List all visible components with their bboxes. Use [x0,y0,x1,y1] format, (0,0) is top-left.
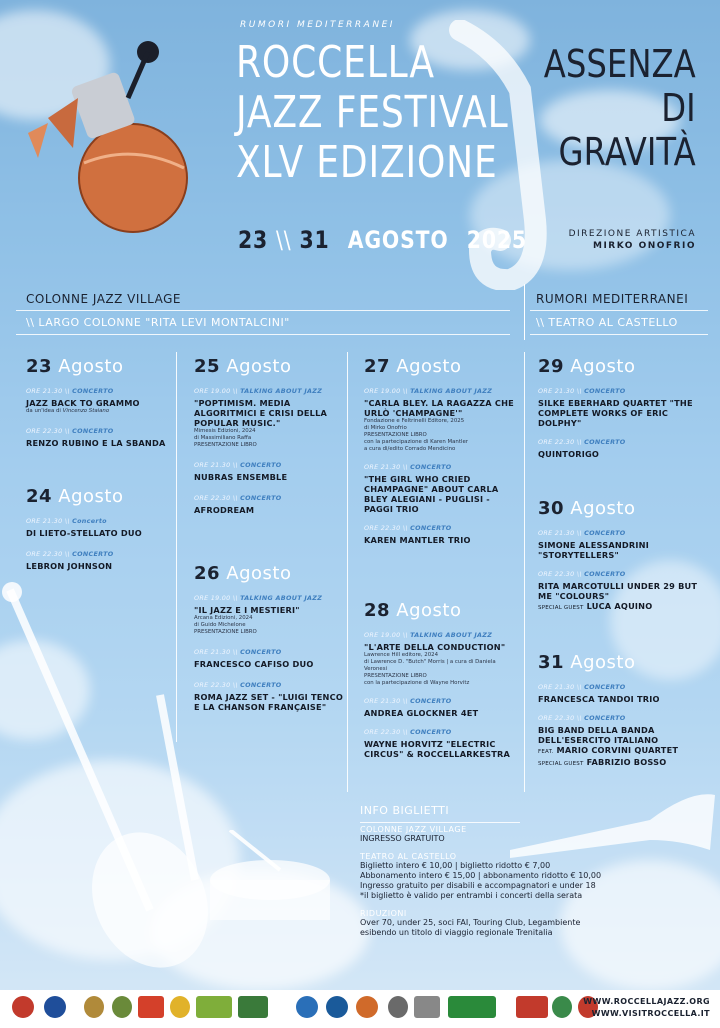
day-month: Agosto [570,498,636,519]
logo-icon [414,996,440,1018]
date-month: AGOSTO [347,226,449,254]
day-month: Agosto [570,652,636,673]
day-25: 25 Agosto ORE 19.00 \\ TALKING ABOUT JAZZ "POPTIMISM. MEDIA ALGORITMICI E CRISI DELLA POPULAR MUSIC." Mimesis Edizioni, 2024 di Massimiliano Raffa PRESENTAZIONE LIBRO ORE 21.30 \\ CONCERTO NUBRAS ENSEMBLE ORE 22.30 \\ CONCERTO AFRODREAM [194,356,344,515]
ticket-venue-1: COLONNE JAZZ VILLAGE [360,825,467,834]
logo-icon [112,996,132,1018]
direction-label: DIREZIONE ARTISTICA [568,229,696,239]
logo-icon [296,996,318,1018]
event-title: SILKE EBERHARD QUARTET "THE COMPLETE WORKS OF ERIC DOLPHY" [538,398,693,428]
event-kind: Concerto [72,517,107,525]
venue-right-name: RUMORI MEDITERRANEI [536,292,689,306]
ticket-venue-1-text: INGRESSO GRATUITO [360,834,445,843]
event-format: PRESENTAZIONE LIBRO [194,629,257,635]
divider [524,284,525,340]
event-title: "L'ARTE DELLA CONDUCTION" [364,642,506,652]
event-title: DI LIETO-STELLATO DUO [26,528,142,538]
event-kind: CONCERTO [240,494,282,502]
divider [524,352,525,792]
event-format: PRESENTAZIONE LIBRO [194,442,257,448]
event-time: ORE 21.30 [538,529,575,537]
event-curator: a cura di/edito Corrado Mendicino [364,446,456,452]
day-number: 31 [538,652,565,673]
event-kind: CONCERTO [584,683,626,691]
divider [530,334,708,335]
event-author: di Massimiliano Raffa [194,435,252,441]
ticket-info [360,804,714,938]
divider [347,352,348,792]
venue-right-place: \\ TEATRO AL CASTELLO [536,316,678,329]
event-kind: CONCERTO [584,529,626,537]
event-time: ORE 21.30 [538,683,575,691]
special-guest-name: LUCA AQUINO [586,601,653,611]
logo-icon [170,996,190,1018]
festival-dates [238,226,527,254]
event-time: ORE 22.30 [538,438,575,446]
event-time: ORE 21.30 [538,387,575,395]
artistic-direction [569,228,696,252]
day-number: 25 [194,356,221,377]
event-publisher: Lawrence Hill editore, 2024 [364,652,439,658]
event-title: "THE GIRL WHO CRIED CHAMPAGNE" ABOUT CARLA BLEY ALEGIANI - PUGLISI - PAGGI TRIO [364,474,499,514]
event-kind: CONCERTO [72,550,114,558]
logo-icon [12,996,34,1018]
event-title: WAYNE HORVITZ "ELECTRIC CIRCUS" & ROCCELLARKESTRA [364,739,511,759]
logo-icon [516,996,548,1018]
day-month: Agosto [58,356,124,377]
day-month: Agosto [226,563,292,584]
event-title: "IL JAZZ E I MESTIERI" [194,605,300,615]
logo-icon [138,996,164,1018]
day-30: 30 Agosto ORE 21.30 \\ CONCERTO SIMONE ALESSANDRINI "STORYTELLERS" ORE 22.30 \\ CONCERTO RITA MARCOTULLI UNDER 29 BUT ME "COLOURS" SPECIAL GUEST LUCA AQUINO [538,498,710,613]
event-author: di Guido Michelone [194,622,246,628]
event-credit-prefix: da un'idea di [26,408,61,414]
event-time: ORE 22.30 [364,728,401,736]
logo-icon [388,996,408,1018]
ticket-title: INFO BIGLIETTI [360,804,450,817]
event-kind: CONCERTO [240,681,282,689]
event-time: ORE 22.30 [26,427,63,435]
drum-icon [200,830,350,940]
day-number: 30 [538,498,565,519]
event-time: ORE 21.30 [26,387,63,395]
event-kind: TALKING ABOUT JAZZ [240,387,323,395]
ticket-venue-2: TEATRO AL CASTELLO [360,852,457,861]
event-title: NUBRAS ENSEMBLE [194,472,288,482]
logo-icon [448,996,496,1018]
website-link[interactable]: WWW.ROCCELLAJAZZ.ORG [583,997,710,1006]
day-month: Agosto [396,356,462,377]
event-title: ROMA JAZZ SET - "LUIGI TENCO E LA CHANSON FRANÇAISE" [194,692,343,712]
event-time: ORE 22.30 [538,714,575,722]
reductions-title: RIDUZIONI [360,909,407,918]
day-number: 28 [364,600,391,621]
event-title: KAREN MANTLER TRIO [364,535,471,545]
day-number: 23 [26,356,53,377]
event-kind: TALKING ABOUT JAZZ [410,631,493,639]
title-line: ROCCELLA [236,37,435,88]
divider [530,310,708,311]
event-kind: TALKING ABOUT JAZZ [240,594,323,602]
ticket-line: Biglietto intero € 10,00 | biglietto ridotto € 7,00 [360,861,551,870]
website-link[interactable]: WWW.VISITROCCELLA.IT [591,1009,710,1018]
day-number: 29 [538,356,565,377]
day-month: Agosto [58,486,124,507]
date-separator: \\ [276,226,292,254]
date-year: 2025 [466,226,527,254]
event-author: di Lawrence D. "Butch" Morris | a cura di Daniela Veronesi [364,659,496,672]
event-publisher: Arcana Edizioni, 2024 [194,615,253,621]
director-name: MIRKO ONOFRIO [592,241,696,251]
day-month: Agosto [396,600,462,621]
event-title: AFRODREAM [194,505,255,515]
venue-left-name: COLONNE JAZZ VILLAGE [26,292,181,306]
feat-name: MARIO CORVINI QUARTET [556,745,679,755]
day-month: Agosto [226,356,292,377]
venue-left-place: \\ LARGO COLONNE "RITA LEVI MONTALCINI" [26,316,290,329]
event-time: ORE 21.30 [26,517,63,525]
special-guest-name: FABRIZIO BOSSO [586,757,667,767]
event-title: ANDREA GLOCKNER 4ET [364,708,479,718]
event-kind: CONCERTO [72,387,114,395]
day-31: 31 Agosto ORE 21.30 \\ CONCERTO FRANCESCA TANDOI TRIO ORE 22.30 \\ CONCERTO BIG BAND DELLA BANDA DELL'ESERCITO ITALIANO FEAT. MARIO CORVINI QUARTET SPECIAL GUEST FABRIZIO BOSSO [538,652,710,769]
title-line: JAZZ FESTIVAL [236,87,509,138]
logo-icon [44,996,66,1018]
special-guest-label: SPECIAL GUEST [538,605,584,611]
divider [16,334,510,335]
logo-icon [196,996,232,1018]
event-kind: CONCERTO [240,648,282,656]
websites [583,996,710,1020]
event-title: "CARLA BLEY. LA RAGAZZA CHE URLÒ 'CHAMPAGNE'" [364,398,514,418]
day-month: Agosto [570,356,636,377]
event-kind: CONCERTO [410,463,452,471]
event-time: ORE 22.30 [194,494,231,502]
event-title: FRANCESCO CAFISO DUO [194,659,314,669]
event-publisher: Mimesis Edizioni, 2024 [194,428,256,434]
event-format: PRESENTAZIONE LIBRO [364,673,427,679]
date-from: 23 [238,226,269,254]
event-author: di Mirko Onofrio [364,425,407,431]
divider [16,310,510,311]
event-title: SIMONE ALESSANDRINI "STORYTELLERS" [538,540,649,560]
day-26: 26 Agosto ORE 19.00 \\ TALKING ABOUT JAZZ "IL JAZZ E I MESTIERI" Arcana Edizioni, 2024 di Guido Michelone PRESENTAZIONE LIBRO ORE 21.30 \\ CONCERTO FRANCESCO CAFISO DUO ORE 22.30 \\ CONCERTO ROMA JAZZ SET - "LUIGI TENCO E LA CHANSON FRANÇAISE" [194,563,343,712]
event-kind: CONCERTO [584,714,626,722]
event-guest: con la partecipazione di Wayne Horvitz [364,680,470,686]
day-number: 24 [26,486,53,507]
event-kind: CONCERTO [410,524,452,532]
logo-icon [238,996,268,1018]
ticket-line: Abbonamento intero € 15,00 | abbonamento ridotto € 10,00 [360,871,602,880]
event-time: ORE 21.30 [194,648,231,656]
feat-label: FEAT. [538,749,554,755]
event-title: FRANCESCA TANDOI TRIO [538,694,660,704]
event-kind: CONCERTO [584,570,626,578]
reductions-line: esibendo un titolo di viaggio regionale Trenitalia [360,928,553,937]
event-time: ORE 22.30 [194,681,231,689]
event-publisher: Fondazione e Feltrinelli Editore, 2025 [364,418,465,424]
day-24: 24 Agosto ORE 21.30 \\ Concerto DI LIETO-STELLATO DUO ORE 22.30 \\ CONCERTO LEBRON JOHNSON [26,486,174,571]
event-time: ORE 19.00 [364,631,401,639]
event-time: ORE 21.30 [364,697,401,705]
theme-line: GRAVITÀ [558,130,696,174]
event-title: BIG BAND DELLA BANDA DELL'ESERCITO ITALIANO [538,725,659,745]
event-time: ORE 22.30 [538,570,575,578]
event-guest: con la partecipazione di Karen Mantler [364,439,468,445]
logo-icon [356,996,378,1018]
day-28: 28 Agosto ORE 19.00 \\ TALKING ABOUT JAZZ "L'ARTE DELLA CONDUCTION" Lawrence Hill editore, 2024 di Lawrence D. "Butch" Morris | a cura di Daniela Veronesi PRESENTAZIONE LIBRO con la partecipazione di Wayne Horvitz ORE 21.30 \\ CONCERTO ANDREA GLOCKNER 4ET ORE 22.30 \\ CONCERTO WAYNE HORVITZ "ELECTRIC CIRCUS" & ROCCELLARKESTRA [364,600,520,759]
jazz-figure-illustration [18,38,218,238]
event-kind: CONCERTO [410,728,452,736]
theme-title [544,42,696,174]
event-time: ORE 22.30 [364,524,401,532]
special-guest-label: SPECIAL GUEST [538,761,584,767]
event-kind: CONCERTO [584,438,626,446]
theme-line: DI [661,86,696,130]
event-time: ORE 19.00 [194,387,231,395]
event-time: ORE 21.30 [194,461,231,469]
event-time: ORE 19.00 [364,387,401,395]
event-format: PRESENTAZIONE LIBRO [364,432,427,438]
day-29: 29 Agosto ORE 21.30 \\ CONCERTO SILKE EBERHARD QUARTET "THE COMPLETE WORKS OF ERIC DOLPHY" ORE 22.30 \\ CONCERTO QUINTORIGO [538,356,710,459]
event-time: ORE 22.30 [26,550,63,558]
event-title: LEBRON JOHNSON [26,561,113,571]
event-title: QUINTORIGO [538,449,600,459]
logo-icon [326,996,348,1018]
ticket-line: *il biglietto è valido per entrambi i concerti della serata [360,891,583,900]
event-kind: TALKING ABOUT JAZZ [410,387,493,395]
logo-icon [552,996,572,1018]
event-credit-name: Vincenzo Staiano [62,408,110,414]
date-to: 31 [299,226,330,254]
reductions-line: Over 70, under 25, soci FAI, Touring Club, Legambiente [360,918,581,927]
day-27: 27 Agosto ORE 19.00 \\ TALKING ABOUT JAZZ "CARLA BLEY. LA RAGAZZA CHE URLÒ 'CHAMPAGNE'" Fondazione e Feltrinelli Editore, 2025 di Mirko Onofrio PRESENTAZIONE LIBRO con la partecipazione di Karen Mantler a cura di/edito Corrado Mendicino ORE 21.30 \\ CONCERTO "THE GIRL WHO CRIED CHAMPAGNE" ABOUT CARLA BLEY ALEGIANI - PUGLISI - PAGGI TRIO ORE 22.30 \\ CONCERTO KAREN MANTLER TRIO [364,356,520,545]
event-title: "POPTIMISM. MEDIA ALGORITMICI E CRISI DELLA POPULAR MUSIC." [194,398,328,428]
event-title: RENZO RUBINO E LA SBANDA [26,438,166,448]
ticket-line: Ingresso gratuito per disabili e accompagnatori e under 18 [360,881,596,890]
day-number: 26 [194,563,221,584]
event-title: RITA MARCOTULLI UNDER 29 BUT ME "COLOURS" [538,581,698,601]
day-number: 27 [364,356,391,377]
event-kind: CONCERTO [410,697,452,705]
event-title: JAZZ BACK TO GRAMMO [26,398,140,408]
title-line: XLV EDIZIONE [236,137,498,188]
day-23: 23 Agosto ORE 21.30 \\ CONCERTO JAZZ BACK TO GRAMMO da un'idea di Vincenzo Staiano ORE 22.30 \\ CONCERTO RENZO RUBINO E LA SBANDA [26,356,174,448]
theme-line: ASSENZA [544,42,696,86]
event-kind: CONCERTO [584,387,626,395]
logo-icon [84,996,104,1018]
event-kind: CONCERTO [72,427,114,435]
event-kind: CONCERTO [240,461,282,469]
series-name: RUMORI MEDITERRANEI [240,20,395,30]
festival-title [236,38,509,188]
event-time: ORE 19.00 [194,594,231,602]
event-time: ORE 21.30 [364,463,401,471]
